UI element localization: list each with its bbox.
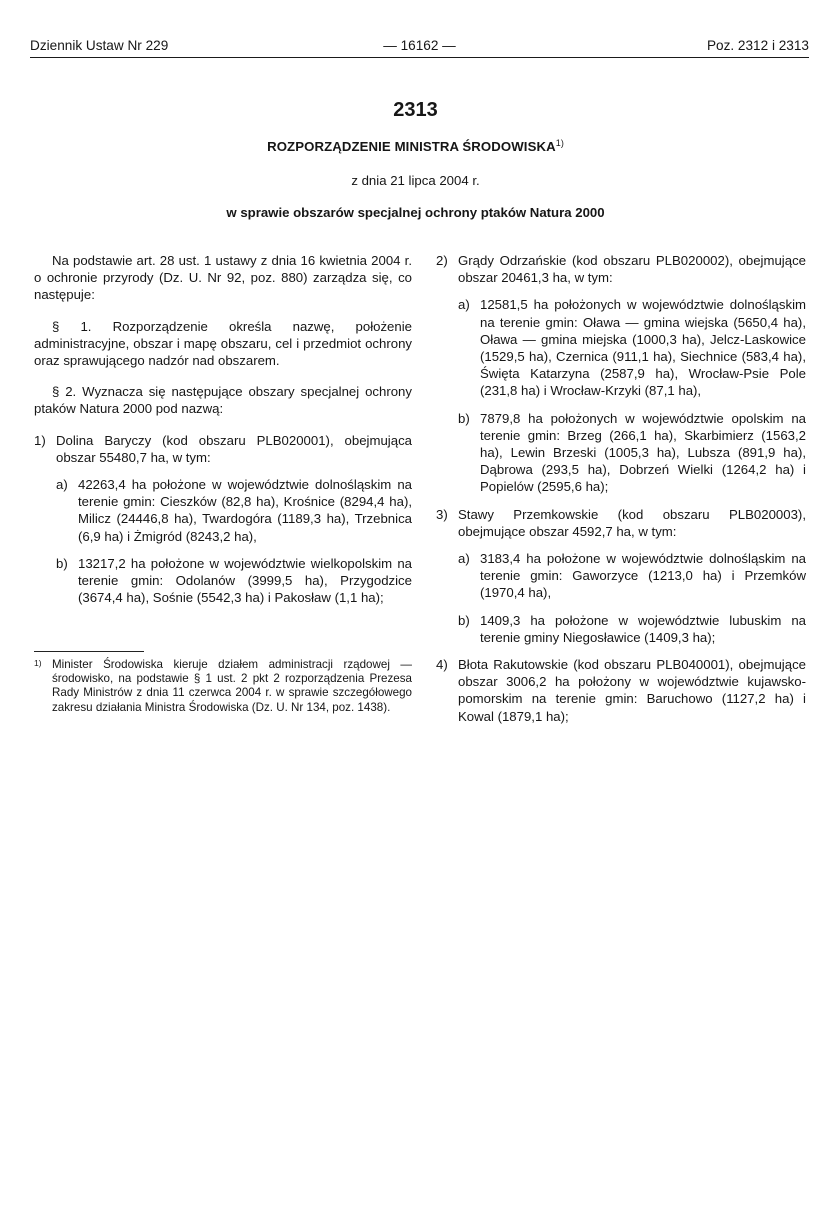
page-number: — 16162 — — [383, 38, 456, 53]
list-marker: 2) — [436, 253, 448, 268]
footnote-marker: 1) — [34, 658, 42, 668]
list-item-text: Dolina Baryczy (kod obszaru PLB020001), obejmująca obszar 55480,7 ha, w tym: — [56, 432, 412, 465]
footnote-text: Minister Środowiska kieruje działem administracji rządowej — środowisko, na podstawie § 1 ust. 2 pkt 2 rozporządzenia Prezesa Rady Ministrów z dnia 11 czerwca 2004 r. w sprawie szczegółowego zakresu działania Ministra Środowiska (Dz. U. Nr 134, poz. 1438). — [52, 658, 412, 714]
sub-marker: b) — [458, 410, 470, 426]
list-item-3 — [436, 506, 806, 540]
sub-item-2a — [458, 296, 806, 399]
sub-item-1a — [56, 476, 412, 545]
list-marker: 3) — [436, 506, 448, 522]
title-footnote-mark: 1) — [555, 138, 564, 148]
sub-marker: a) — [56, 477, 68, 493]
sub-item-3b — [458, 612, 806, 646]
section-2-paragraph: § 2. Wyznacza się następujące obszary specjalnej ochrony ptaków Natura 2000 pod nazwą: — [34, 384, 412, 417]
position-reference: Poz. 2312 i 2313 — [706, 38, 809, 53]
footnote-rule — [34, 651, 144, 652]
list-item-text: Błota Rakutowskie (kod obszaru PLB040001), obejmujące obszar 3006,2 ha położony w województwie kujawsko-pomorskim na terenie gmin: Baruchowo (1127,2 ha) i Kowal (1879,1 ha); — [458, 657, 806, 724]
list-marker: 1) — [34, 432, 46, 448]
list-item-4 — [436, 656, 806, 725]
sub-item-text: 7879,8 ha położonych w województwie opolskim na terenie gmin: Brzeg (266,1 ha), Skarbimierz (1563,2 ha), Lewin Brzeski (1005,3 ha), Lubsza (891,9 ha), Dąbrowa (293,5 ha), Dobrzeń Wielki (1264,2 ha) i Popielów (2595,6 ha); — [480, 410, 806, 495]
sub-item-text: 1409,3 ha położone w województwie lubuskim na terenie gminy Niegosławice (1409,3 ha); — [480, 612, 806, 645]
act-title — [0, 138, 831, 154]
section-1-paragraph: § 1. Rozporządzenie określa nazwę, położenie administracyjne, obszar i mapę obszaru, cel i przedmiot ochrony oraz sprawującego nadzór nad obszarem. — [34, 318, 412, 369]
act-subject: w sprawie obszarów specjalnej ochrony ptaków Natura 2000 — [226, 205, 605, 220]
sub-item-3a — [458, 550, 806, 602]
list-item-text: Grądy Odrzańskie (kod obszaru PLB020002), obejmujące obszar 20461,3 ha, w tym: — [458, 253, 806, 286]
act-number: 2313 — [393, 99, 438, 121]
sub-marker: b) — [458, 612, 470, 628]
header-rule — [30, 57, 809, 58]
list-item-2 — [436, 252, 806, 286]
journal-name: Dziennik Ustaw Nr 229 — [30, 38, 169, 53]
footnote — [34, 658, 412, 715]
sub-marker: a) — [458, 297, 470, 313]
list-item-text: Stawy Przemkowskie (kod obszaru PLB020003), obejmujące obszar 4592,7 ha, w tym: — [458, 506, 806, 539]
legal-basis-paragraph: Na podstawie art. 28 ust. 1 ustawy z dnia 16 kwietnia 2004 r. o ochronie przyrody (Dz. U. Nr 92, poz. 880) zarządza się, co następuje: — [34, 253, 412, 303]
sub-item-text: 42263,4 ha położone w województwie dolnośląskim na terenie gmin: Cieszków (82,8 ha), Krośnice (8294,4 ha), Milicz (24446,8 ha), Twardogóra (1189,3 ha), Trzebnica (6,9 ha) i Żmigród (8243,2 ha), — [78, 477, 412, 544]
sub-item-text: 12581,5 ha położonych w województwie dolnośląskim na terenie gmin: Oława — gmina wiejska (5650,4 ha), Oława — gmina miejska (1000,3 ha), Jelcz-Laskowice (1529,5 ha), Czernica (911,1 ha), Siechnice (583,4 ha), Święta Katarzyna (2587,9 ha), Wrocław-Psie Pole (231,8 ha) i Wrocław-Krzyki (87,1 ha), — [480, 297, 806, 399]
sub-item-2b — [458, 410, 806, 496]
left-column — [34, 252, 412, 616]
list-item-1 — [34, 432, 412, 466]
right-column — [436, 252, 806, 735]
sub-item-text: 13217,2 ha położone w województwie wielkopolskim na terenie gmin: Odolanów (3999,5 ha), Przygodzice (3674,4 ha), Sośnie (5542,3 ha) i Pakosław (1,1 ha); — [78, 555, 412, 606]
running-header — [30, 38, 809, 54]
sub-item-text: 3183,4 ha położone w województwie dolnośląskim na terenie gmin: Gaworzyce (1213,0 ha) i Przemków (1970,4 ha), — [480, 551, 806, 601]
act-title-text: ROZPORZĄDZENIE MINISTRA ŚRODOWISKA — [267, 139, 556, 154]
sub-item-1b — [56, 555, 412, 607]
list-marker: 4) — [436, 657, 448, 673]
act-date: z dnia 21 lipca 2004 r. — [351, 173, 480, 188]
sub-marker: b) — [56, 555, 68, 571]
sub-marker: a) — [458, 551, 470, 567]
